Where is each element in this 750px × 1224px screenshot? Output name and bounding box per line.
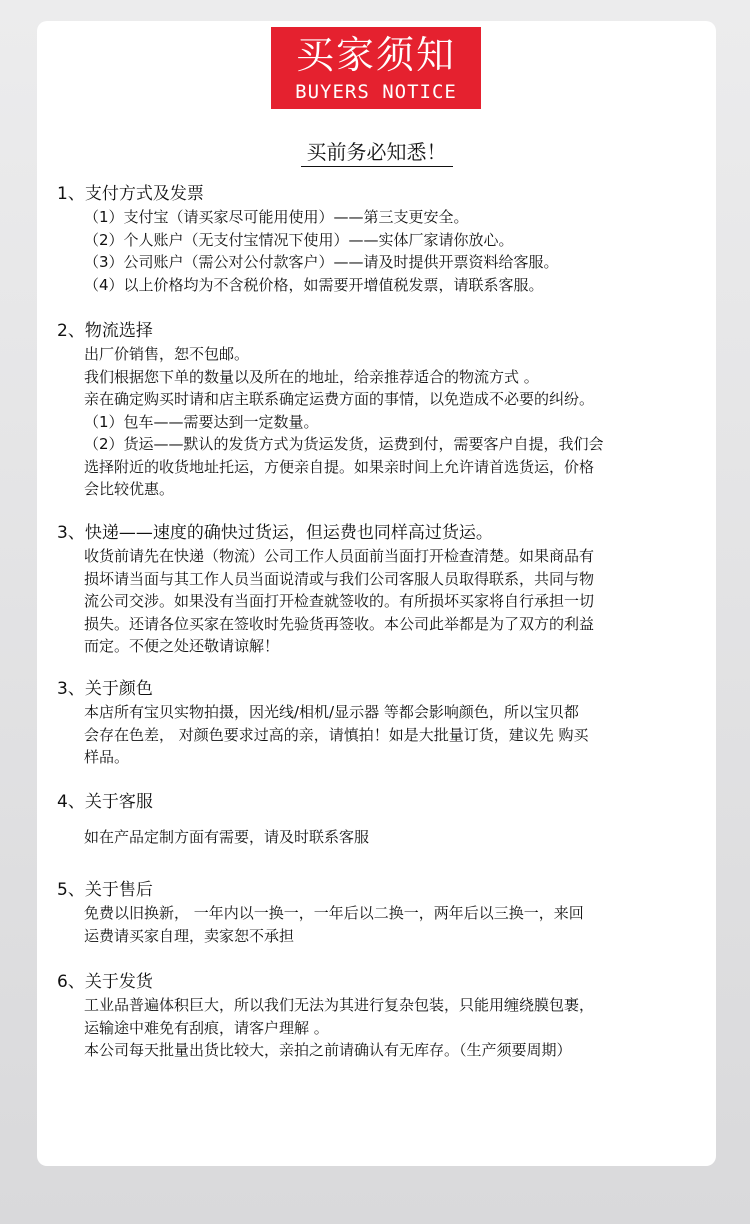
section-after-sales [57,879,707,947]
section-line: （2）个人账户（无支付宝情况下使用）——实体厂家请你放心。 [84,230,514,249]
section-line: （3）公司账户（需公对公付款客户）——请及时提供开票资料给客服。 [84,253,559,271]
section-line: 而定。不便之处还敬请谅解！ [84,637,280,655]
section-line: 运费请买家自理，卖家恕不承担 [84,926,295,945]
section-payment [57,183,707,296]
section-line: 亲在确定购买时请和店主联系确定运费方面的事情，以免造成不必要的纠纷。 [84,390,595,408]
section-express [57,522,707,658]
section-line: 会比较优惠。 [84,480,175,498]
section-logistics [57,320,707,501]
banner-title-cn: 买家须知 [295,33,456,77]
section-line: 如在产品定制方面有需要，请及时联系客服 [84,828,370,846]
section-line: （4）以上价格均为不含税价格，如需要开增值税发票，请联系客服。 [84,275,544,294]
section-shipping [57,971,707,1062]
page-subtitle [37,138,716,167]
section-line: 收货前请先在快递（物流）公司工作人员面前当面打开检查清楚。如果商品有 [84,547,595,565]
section-line: （2）货运——默认的发货方式为货运发货，运费到付，需要客户自提，我们会 [84,435,604,453]
section-title: 2、物流选择 [57,321,153,341]
section-line: 样品。 [84,748,130,766]
section-title: 3、关于颜色 [57,679,153,699]
section-line: 我们根据您下单的数量以及所在的地址，给亲推荐适合的物流方式 。 [84,367,539,386]
section-line: （1）支付宝（请买家尽可能用使用）——第三支更安全。 [84,208,469,226]
section-title: 1、支付方式及发票 [57,184,204,204]
banner-title-en: BUYERS NOTICE [295,81,457,103]
section-line: 本店所有宝贝实物拍摄，因光线/相机/显示器 等都会影响颜色，所以宝贝都 [84,703,579,721]
section-title: 6、关于发货 [57,972,153,992]
section-line: 损失。还请各位买家在签收时先验货再签收。本公司此举都是为了双方的利益 [84,614,595,633]
section-line: 出厂价销售，恕不包邮。 [84,345,250,363]
notice-card [37,21,716,1166]
section-line: 损坏请当面与其工作人员当面说清或与我们公司客服人员取得联系，共同与物 [84,569,595,588]
section-line: 工业品普遍体积巨大，所以我们无法为其进行复杂包装，只能用缠绕膜包裹， [84,996,595,1014]
section-line: 选择附近的收货地址托运，方便亲自提。如果亲时间上允许请首选货运，价格 [84,457,595,476]
subtitle-text: 买前务必知悉！ [301,138,453,167]
section-line: 会存在色差， 对颜色要求过高的亲，请慎拍！如是大批量订货，建议先 购买 [84,725,589,744]
section-line: 运输途中难免有刮痕，请客户理解 。 [84,1018,329,1037]
section-title: 3、快递——速度的确快过货运，但运费也同样高过货运。 [57,523,493,543]
section-title: 4、关于客服 [57,792,153,812]
section-customer-service [57,791,707,849]
section-line: 免费以旧换新， 一年内以一换一，一年后以二换一，两年后以三换一，来回 [84,904,584,922]
section-line: （1）包车——需要达到一定数量。 [84,412,319,431]
section-line: 本公司每天批量出货比较大，亲拍之前请确认有无库存。（生产须要周期） [84,1041,572,1059]
buyers-notice-banner [271,27,481,109]
section-title: 5、关于售后 [57,880,153,900]
section-line: 流公司交涉。如果没有当面打开检查就签收的。有所损坏买家将自行承担一切 [84,592,595,610]
section-color [57,678,707,769]
